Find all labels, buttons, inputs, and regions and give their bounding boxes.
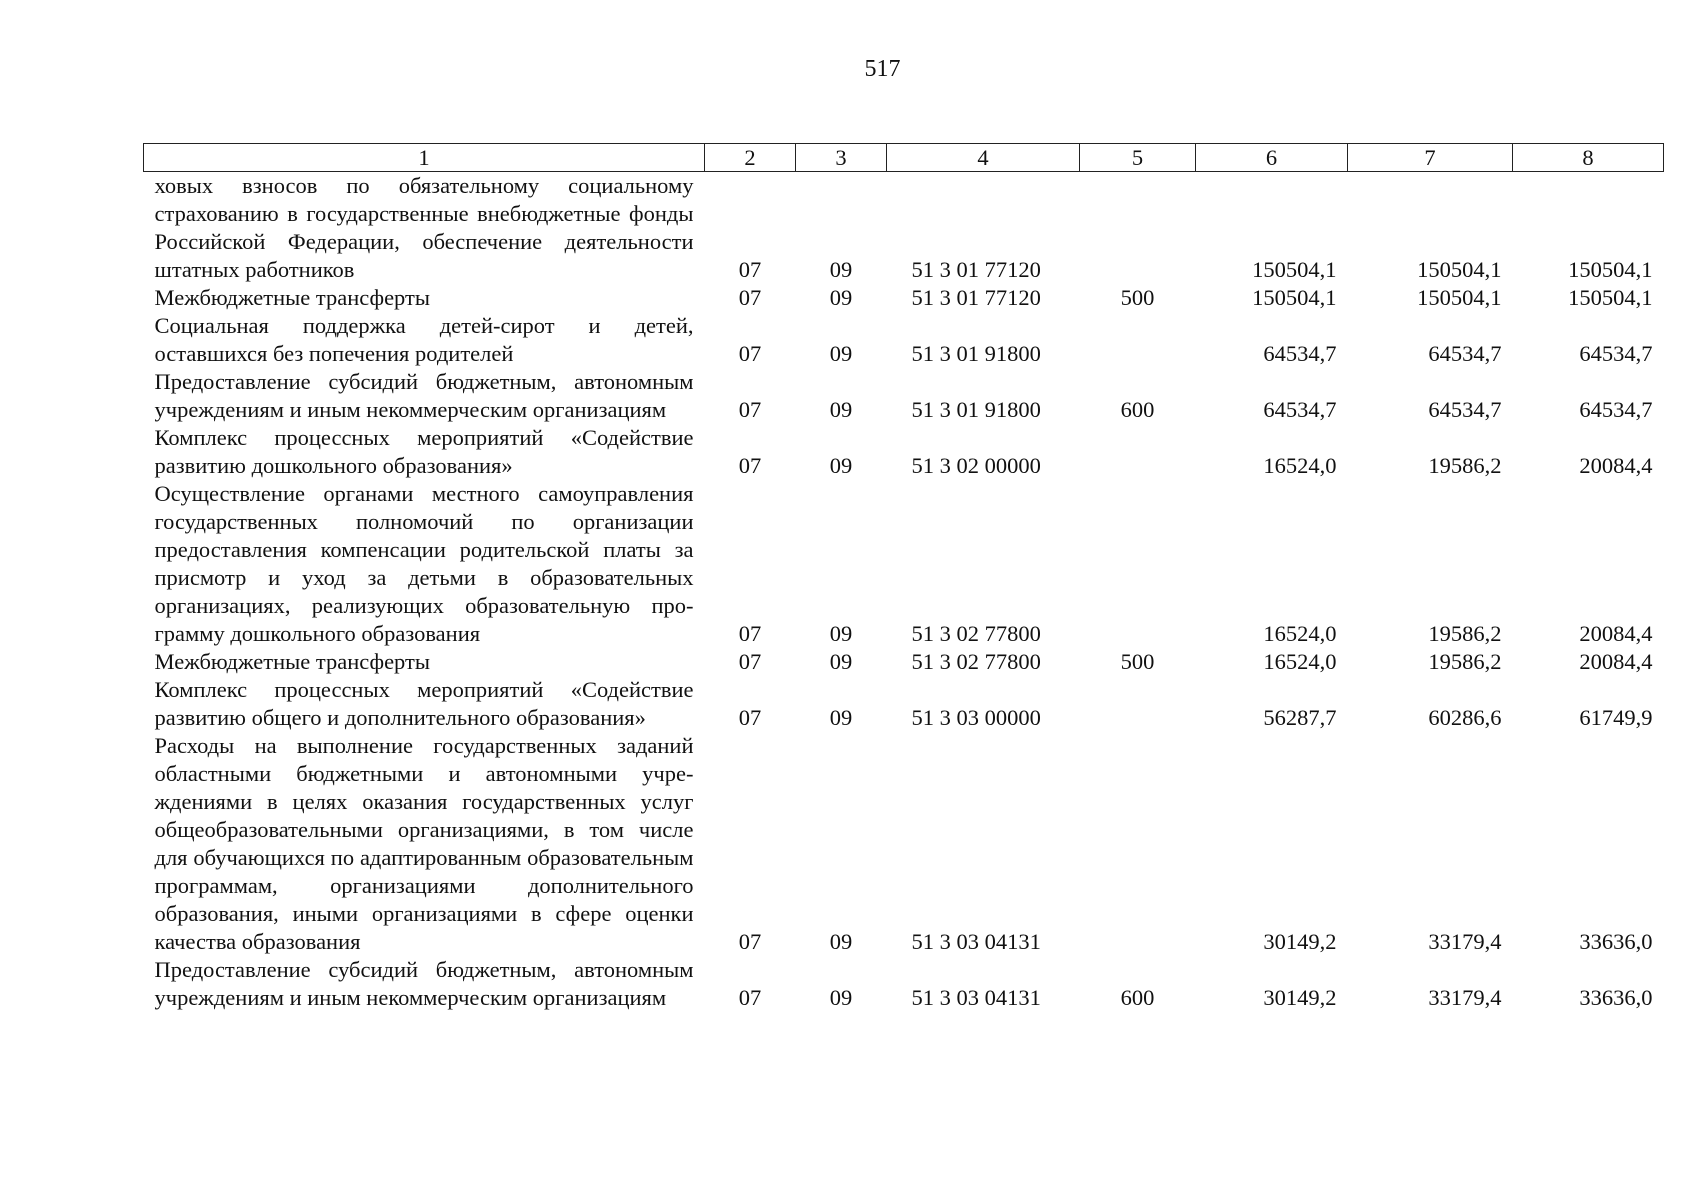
row-subsection-code: 09	[829, 705, 853, 730]
row-amount-col6: 150504,1	[1252, 257, 1337, 282]
row-subsection-code: 09	[829, 929, 853, 954]
row-expense-type-code: 500	[1120, 285, 1155, 310]
row-amount-col6: 56287,7	[1263, 705, 1337, 730]
row-subsection-code: 09	[829, 985, 853, 1010]
column-header-3: 3	[796, 144, 887, 172]
row-section-code: 07	[738, 453, 762, 478]
row-target-article-code: 51 3 01 91800	[911, 397, 1041, 422]
row-subsection-code: 09	[829, 397, 853, 422]
row-amount-col8: 64534,7	[1579, 341, 1653, 366]
row-amount-col7: 150504,1	[1417, 257, 1502, 282]
row-amount-col7: 19586,2	[1428, 621, 1502, 646]
table-row	[144, 284, 1664, 312]
row-description: Осуществление органами местного самоуправления государственных полномочий по организации предоставления компенсации родительской платы за присмотр и уход за детьми в образовательных организациях, реализующих образовательную программу дошкольного образования	[154, 481, 694, 646]
row-subsection-code: 09	[829, 341, 853, 366]
row-expense-type-code	[1080, 732, 1196, 956]
row-section-code: 07	[738, 257, 762, 282]
column-header-2: 2	[705, 144, 796, 172]
table-row	[144, 368, 1664, 424]
row-section-code: 07	[738, 985, 762, 1010]
row-amount-col6: 16524,0	[1263, 453, 1337, 478]
row-description: Расходы на выполнение государственных заданий областными бюджетными и автономными учреждениями в целях оказания государственных услуг общеобразовательными организациями, в том числе для обучающихся по адаптированным образовательным программам, организациями дополнительного образования, иными организациями в сфере оценки качества образования	[154, 733, 694, 954]
row-amount-col8: 64534,7	[1579, 397, 1653, 422]
row-amount-col7: 33179,4	[1428, 929, 1502, 954]
row-subsection-code: 09	[829, 285, 853, 310]
row-expense-type-code	[1080, 424, 1196, 480]
row-expense-type-code	[1080, 480, 1196, 648]
row-amount-col8: 20084,4	[1579, 621, 1653, 646]
row-amount-col6: 16524,0	[1263, 621, 1337, 646]
row-amount-col6: 30149,2	[1263, 985, 1337, 1010]
column-header-5: 5	[1080, 144, 1196, 172]
row-amount-col7: 60286,6	[1428, 705, 1502, 730]
table-row	[144, 676, 1664, 732]
row-description: Межбюджетные трансферты	[154, 649, 430, 674]
budget-table	[143, 143, 1664, 1012]
row-expense-type-code: 500	[1120, 649, 1155, 674]
row-subsection-code: 09	[829, 621, 853, 646]
table-header	[144, 144, 1664, 172]
row-description: Межбюджетные трансферты	[154, 285, 430, 310]
row-subsection-code: 09	[829, 453, 853, 478]
row-description: ховых взносов по обязательному социальному страхованию в государственные внебюджетные фонды Российской Федерации, обеспечение деятельности штатных работников	[154, 173, 694, 282]
table-row	[144, 312, 1664, 368]
row-target-article-code: 51 3 02 77800	[911, 621, 1041, 646]
row-amount-col6: 16524,0	[1263, 649, 1337, 674]
column-header-7: 7	[1348, 144, 1513, 172]
table-row	[144, 732, 1664, 956]
row-target-article-code: 51 3 03 04131	[911, 985, 1041, 1010]
row-amount-col6: 30149,2	[1263, 929, 1337, 954]
row-target-article-code: 51 3 03 04131	[911, 929, 1041, 954]
row-amount-col7: 150504,1	[1417, 285, 1502, 310]
row-section-code: 07	[738, 929, 762, 954]
row-amount-col6: 150504,1	[1252, 285, 1337, 310]
row-section-code: 07	[738, 621, 762, 646]
table-row	[144, 480, 1664, 648]
page-number: 517	[864, 56, 901, 82]
row-amount-col7: 19586,2	[1428, 649, 1502, 674]
row-section-code: 07	[738, 341, 762, 366]
row-expense-type-code	[1080, 676, 1196, 732]
table-row	[144, 648, 1664, 676]
table-body	[144, 172, 1664, 1013]
row-section-code: 07	[738, 705, 762, 730]
row-expense-type-code	[1080, 312, 1196, 368]
table-row	[144, 956, 1664, 1012]
row-amount-col8: 150504,1	[1568, 285, 1653, 310]
row-amount-col8: 20084,4	[1579, 453, 1653, 478]
header-row	[144, 144, 1664, 172]
row-target-article-code: 51 3 02 00000	[911, 453, 1041, 478]
row-description: Комплекс процессных мероприятий «Содействие развитию дошкольного образования»	[154, 425, 694, 478]
column-header-4: 4	[887, 144, 1080, 172]
row-amount-col7: 19586,2	[1428, 453, 1502, 478]
column-header-1: 1	[144, 144, 705, 172]
table-row	[144, 424, 1664, 480]
row-amount-col7: 64534,7	[1428, 397, 1502, 422]
row-description: Предоставление субсидий бюджетным, автономным учреждениям и иным некоммерческим организациям	[154, 957, 694, 1010]
row-section-code: 07	[738, 649, 762, 674]
row-amount-col6: 64534,7	[1263, 397, 1337, 422]
row-target-article-code: 51 3 01 91800	[911, 341, 1041, 366]
row-description: Социальная поддержка детей-сирот и детей, оставшихся без попечения родителей	[154, 313, 694, 366]
row-amount-col8: 61749,9	[1579, 705, 1653, 730]
row-expense-type-code: 600	[1120, 397, 1155, 422]
row-section-code: 07	[738, 285, 762, 310]
row-amount-col7: 64534,7	[1428, 341, 1502, 366]
row-amount-col6: 64534,7	[1263, 341, 1337, 366]
row-target-article-code: 51 3 02 77800	[911, 649, 1041, 674]
row-target-article-code: 51 3 03 00000	[911, 705, 1041, 730]
row-expense-type-code	[1080, 172, 1196, 285]
row-target-article-code: 51 3 01 77120	[911, 285, 1041, 310]
column-header-6: 6	[1196, 144, 1348, 172]
row-description: Предоставление субсидий бюджетным, автономным учреждениям и иным некоммерческим организациям	[154, 369, 694, 422]
row-amount-col8: 150504,1	[1568, 257, 1653, 282]
row-amount-col7: 33179,4	[1428, 985, 1502, 1010]
row-expense-type-code: 600	[1120, 985, 1155, 1010]
row-amount-col8: 33636,0	[1579, 985, 1653, 1010]
row-subsection-code: 09	[829, 649, 853, 674]
row-subsection-code: 09	[829, 257, 853, 282]
table-row	[144, 172, 1664, 285]
row-amount-col8: 20084,4	[1579, 649, 1653, 674]
column-header-8: 8	[1513, 144, 1664, 172]
row-target-article-code: 51 3 01 77120	[911, 257, 1041, 282]
row-section-code: 07	[738, 397, 762, 422]
row-amount-col8: 33636,0	[1579, 929, 1653, 954]
row-description: Комплекс процессных мероприятий «Содействие развитию общего и дополнительного образования»	[154, 677, 694, 730]
